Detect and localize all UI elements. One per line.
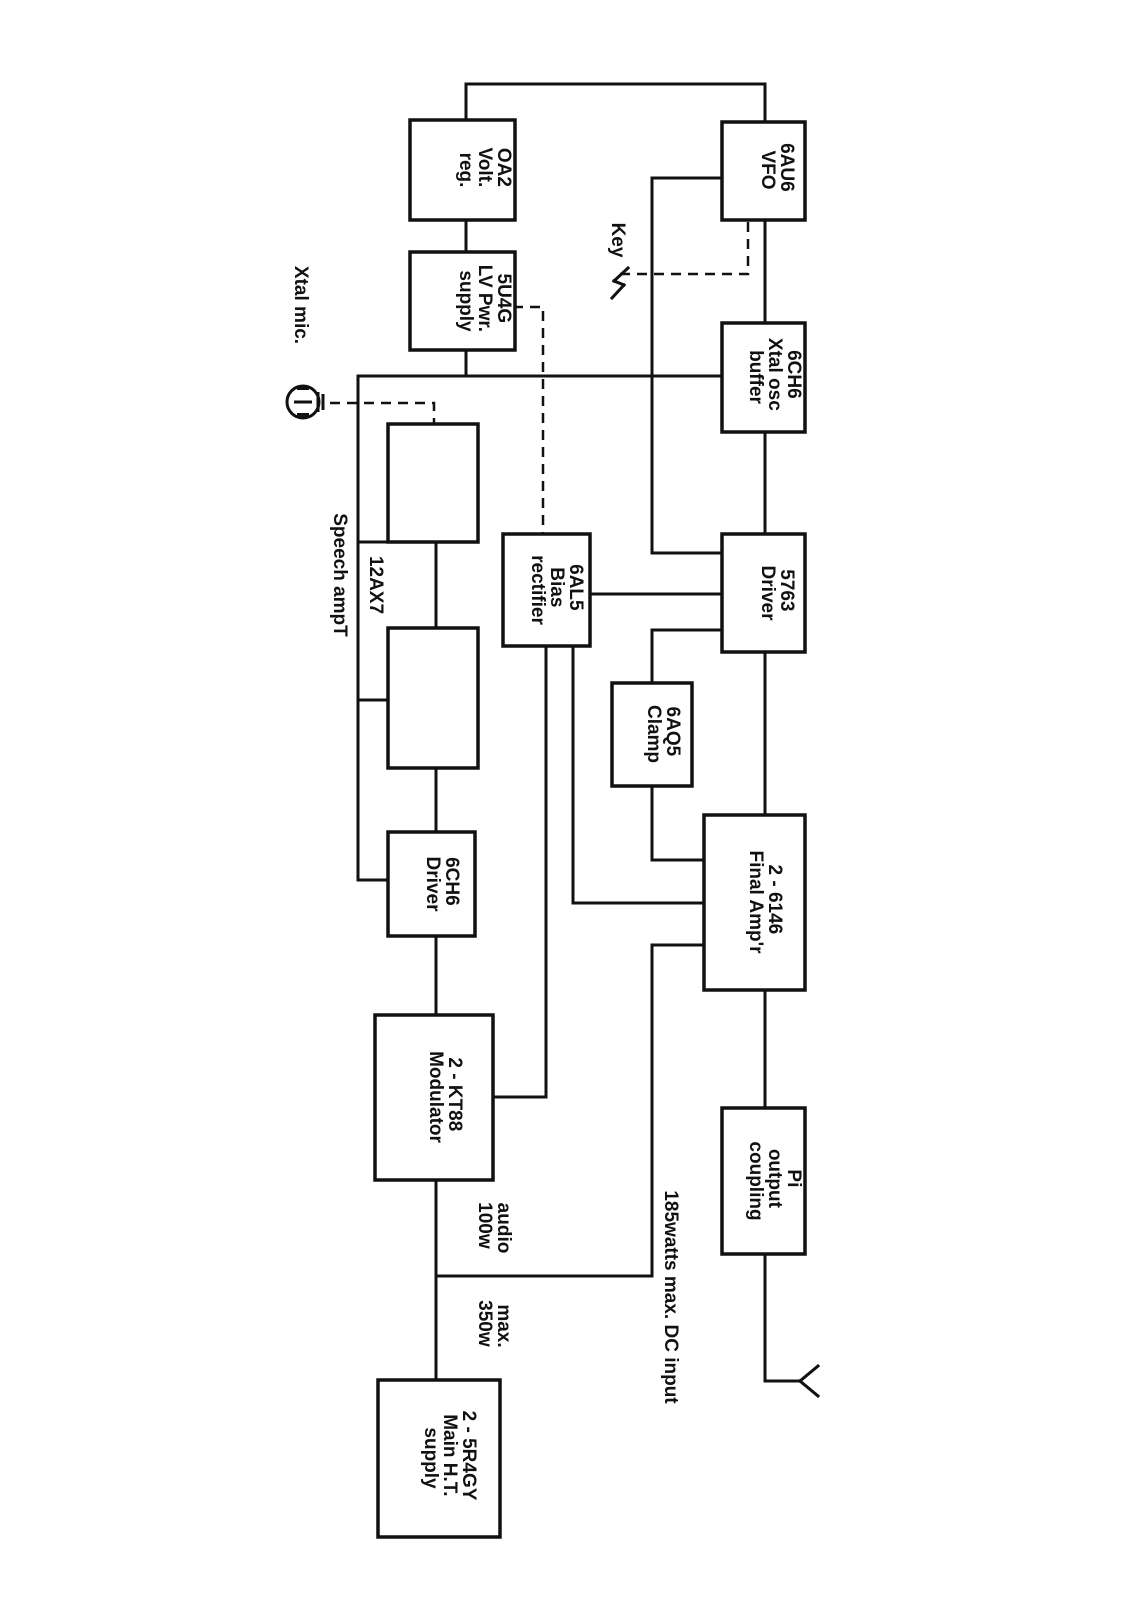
label-350w-max: 350w max. — [474, 1300, 514, 1348]
label-speech-amp: Speech ampT — [329, 513, 350, 637]
block-5r4gy-main-ht-supply — [378, 1380, 500, 1537]
block-pi-output-coupling — [722, 1108, 805, 1254]
label-dc-input: 185watts max. DC input — [660, 1190, 681, 1404]
block-5u4g-lv-power-supply — [410, 252, 515, 350]
block-kt88-modulator — [375, 1015, 493, 1180]
label-lv-supply: 5U4G LV Pwr. supply — [455, 264, 514, 332]
label-12ax7: 12AX7 — [365, 555, 386, 615]
block-6au6-vfo — [722, 122, 805, 220]
label-key: Key — [607, 222, 628, 258]
label-final-amp: 2 - 6146 Final Amp'r — [745, 850, 785, 954]
block-speech-amp-stage-1 — [388, 424, 478, 542]
label-oa2: OA2 Volt. reg. — [455, 147, 514, 188]
label-100w-audio: 100w audio — [474, 1202, 514, 1254]
block-5763-driver — [722, 534, 805, 652]
block-6al5-bias-rectifier — [503, 534, 590, 646]
label-audio-driver: 6CH6 Driver — [422, 856, 462, 912]
block-6ch6-audio-driver — [388, 832, 475, 936]
block-6ch6-xtal-osc-buffer — [722, 323, 805, 432]
label-main-supply: 2 - 5R4GY Main H.T. supply — [420, 1410, 479, 1501]
label-bias-rectifier: 6AL5 Bias rectifier — [527, 555, 586, 625]
key-icon — [612, 268, 628, 298]
block-oa2-voltage-regulator — [410, 120, 515, 220]
microphone-icon — [287, 386, 323, 418]
block-6146-final-amplifier — [704, 815, 805, 990]
label-pi-coupling: Pi output coupling — [745, 1141, 804, 1221]
label-clamp: 6AQ5 Clamp — [643, 704, 683, 764]
label-vfo: 6AU6 VFO — [757, 143, 797, 192]
label-xtal-mic: Xtal mic. — [290, 265, 311, 345]
label-xtal-buffer: 6CH6 Xtal osc buffer — [745, 337, 804, 411]
block-speech-amp-stage-2 — [388, 628, 478, 768]
label-modulator: 2 - KT88 Modulator — [425, 1051, 465, 1143]
block-6aq5-clamp — [612, 683, 692, 786]
label-rf-driver: 5763 Driver — [757, 565, 797, 621]
